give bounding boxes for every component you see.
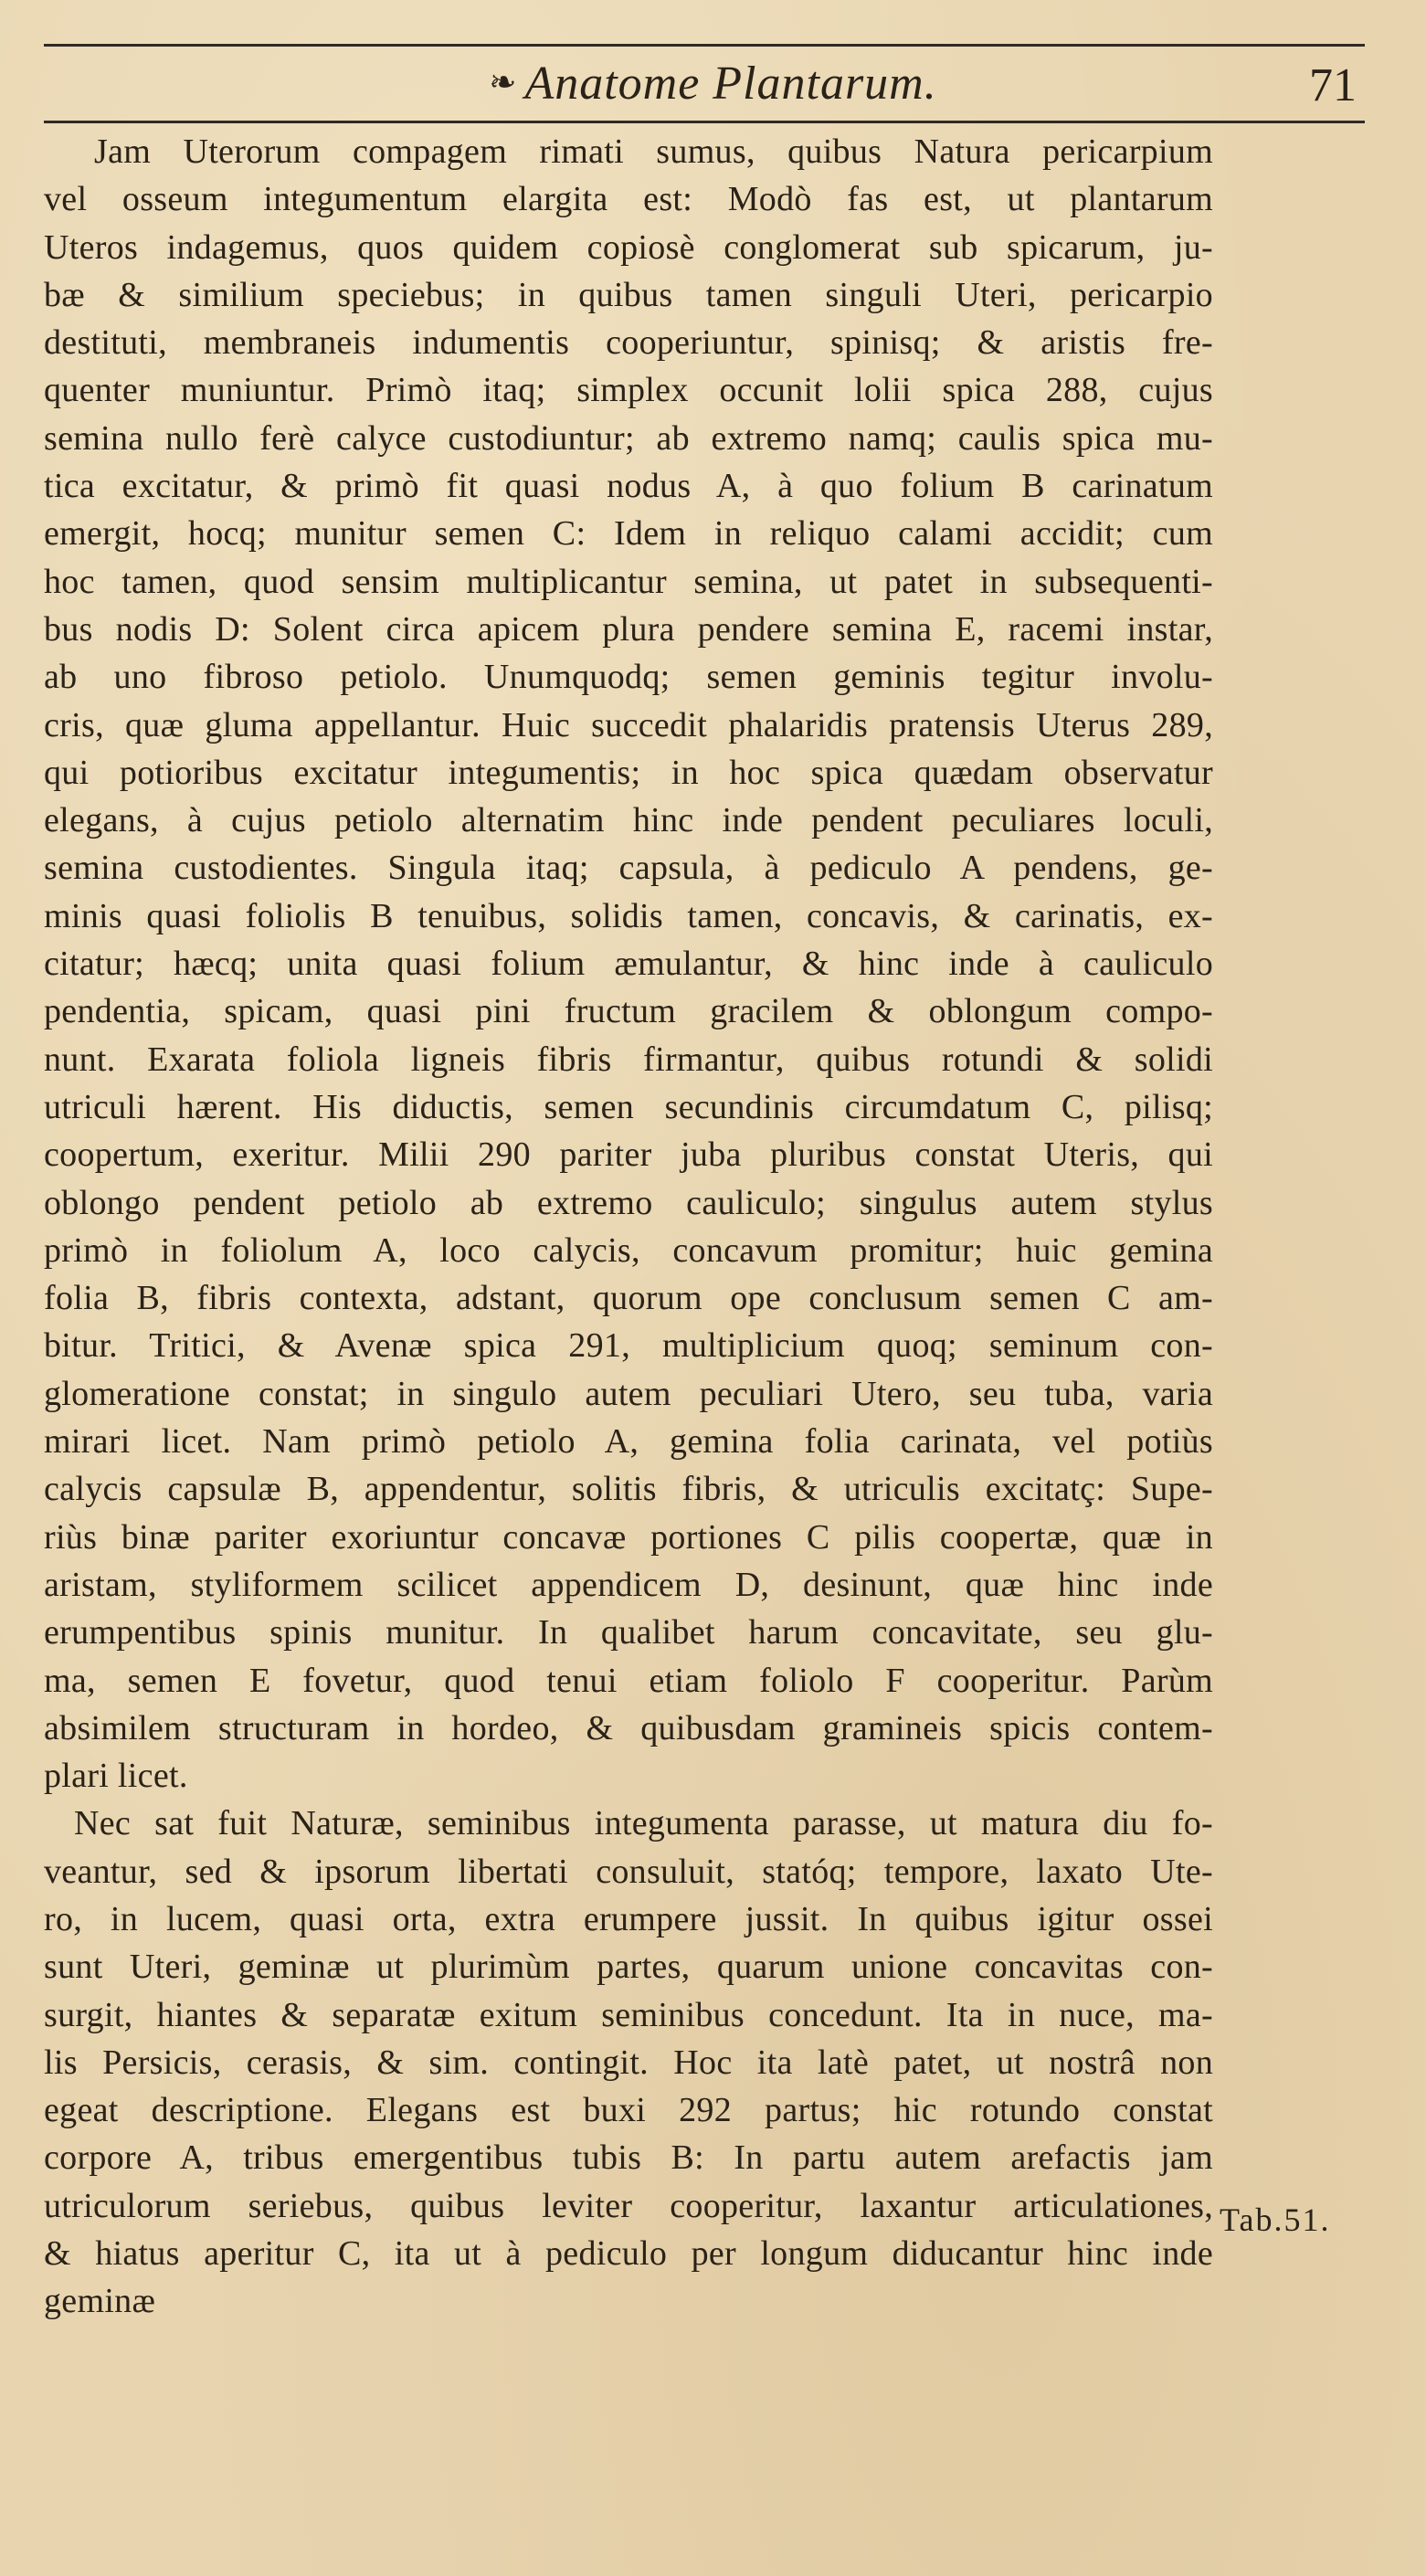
text-line: Uteros indagemus, quos quidem copiosè conglomerat sub spicarum, ju-	[44, 227, 1213, 267]
text-line: ab uno fibroso petiolo. Unumquodq; semen geminis tegitur involu-	[44, 658, 1213, 697]
text-line: nunt. Exarata foliola ligneis fibris firmantur, quibus rotundi & solidi	[44, 1040, 1213, 1079]
text-line: geminæ	[44, 2282, 156, 2321]
text-line: bus nodis D: Solent circa apicem plura pendere semina E, racemi instar,	[44, 609, 1213, 649]
text-line: egeat descriptione. Elegans est buxi 292 partus; hic rotundo constat	[44, 2091, 1213, 2130]
fleuron-ornament: ❧	[489, 64, 518, 100]
body-text	[44, 128, 1213, 2373]
text-line: elegans, à cujus petiolo alternatim hinc inde pendent peculiares loculi,	[44, 801, 1213, 840]
text-line: erumpentibus spinis munitur. In qualibet harum concavitate, seu glu-	[44, 1613, 1213, 1652]
text-line: riùs binæ pariter exoriuntur concavæ portiones C pilis coopertæ, quæ in	[44, 1517, 1213, 1557]
text-line: hoc tamen, quod sensim multiplicantur semina, ut patet in subsequenti-	[44, 562, 1213, 601]
text-line: destituti, membraneis indumentis cooperiuntur, spinisq; & aristis fre-	[44, 323, 1213, 363]
header-rule-bottom	[44, 121, 1365, 123]
text-line: sunt Uteri, geminæ ut plurimùm partes, quarum unione concavitas con-	[44, 1948, 1213, 1987]
text-line: emergit, hocq; munitur semen C: Idem in reliquo calami accidit; cum	[44, 514, 1213, 554]
text-line: semina nullo ferè calyce custodiuntur; ab extremo namq; caulis spica mu-	[44, 418, 1213, 458]
text-line: minis quasi foliolis B tenuibus, solidis tamen, concavis, & carinatis, ex-	[44, 896, 1213, 935]
running-head	[0, 53, 1426, 113]
text-line: bæ & similium speciebus; in quibus tamen singuli Uteri, pericarpio	[44, 275, 1213, 314]
text-line: qui potioribus excitatur integumentis; in hoc spica quædam observatur	[44, 753, 1213, 792]
text-line: plari licet.	[44, 1757, 188, 1796]
page-number: 71	[1309, 59, 1357, 111]
catchword	[44, 2326, 1213, 2373]
text-line: glomeratione constat; in singulo autem peculiari Utero, seu tuba, varia	[44, 1374, 1213, 1413]
text-line: utriculi hærent. His diductis, semen secundinis circumdatum C, pilisq;	[44, 1087, 1213, 1126]
text-line: tica excitatur, & primò fit quasi nodus A, à quo folium B carinatum	[44, 467, 1213, 506]
text-line: Jam Uterorum compagem rimati sumus, quibus Natura pericarpium	[94, 132, 1213, 171]
text-line: semina custodientes. Singula itaq; capsula, à pediculo A pendens, ge-	[44, 849, 1213, 888]
text-line: oblongo pendent petiolo ab extremo cauliculo; singulus autem stylus	[44, 1183, 1213, 1222]
text-line: surgit, hiantes & separatæ exitum seminibus concedunt. Ita in nuce, ma-	[44, 1995, 1213, 2034]
text-line: pendentia, spicam, quasi pini fructum gracilem & oblongum compo-	[44, 992, 1213, 1031]
text-line: ma, semen E fovetur, quod tenui etiam foliolo F cooperitur. Parùm	[44, 1661, 1213, 1700]
text-line: vel osseum integumentum elargita est: Modò fas est, ut plantarum	[44, 180, 1213, 219]
text-line: quenter muniuntur. Primò itaq; simplex occunit lolii spica 288, cujus	[44, 371, 1213, 410]
text-line: corpore A, tribus emergentibus tubis B: In partu autem arefactis jam	[44, 2138, 1213, 2178]
text-line: aristam, styliformem scilicet appendicem D, desinunt, quæ hinc inde	[44, 1565, 1213, 1604]
text-line: absimilem structuram in hordeo, & quibusdam gramineis spicis contem-	[44, 1708, 1213, 1747]
text-line: folia B, fibris contexta, adstant, quorum ope conclusum semen C am-	[44, 1279, 1213, 1318]
text-line: cris, quæ gluma appellantur. Huic succedit phalaridis pratensis Uterus 289,	[44, 705, 1213, 744]
text-line: ro, in lucem, quasi orta, extra erumpere jussit. In quibus igitur ossei	[44, 1899, 1213, 1938]
text-line: calycis capsulæ B, appendentur, solitis fibris, & utriculis excitatç: Supe-	[44, 1470, 1213, 1509]
text-line: primò in foliolum A, loco calycis, concavum promitur; huic gemina	[44, 1230, 1213, 1270]
header-rule-top	[44, 44, 1365, 47]
text-line: bitur. Tritici, & Avenæ spica 291, multiplicium quoq; seminum con-	[44, 1326, 1213, 1366]
text-line: citatur; hæcq; unita quasi folium æmulantur, & hinc inde à cauliculo	[44, 945, 1213, 984]
running-head-title: Anatome Plantarum.	[524, 58, 937, 110]
text-line: mirari licet. Nam primò petiolo A, gemina folia carinata, vel potiùs	[44, 1422, 1213, 1462]
text-line: veantur, sed & ipsorum libertati consuluit, statóq; tempore, laxato Ute-	[44, 1852, 1213, 1891]
text-line: utriculorum seriebus, quibus leviter cooperitur, laxantur articulationes,	[44, 2186, 1213, 2225]
text-line: Nec sat fuit Naturæ, seminibus integumenta parasse, ut matura diu fo-	[74, 1804, 1213, 1843]
text-line: & hiatus aperitur C, ita ut à pediculo per longum diducantur hinc inde	[44, 2234, 1213, 2274]
text-line: lis Persicis, cerasis, & sim. contingit. Hoc ita latè patet, ut nostrâ non	[44, 2043, 1213, 2082]
margin-note-plate-reference: Tab.51.	[1220, 2201, 1331, 2238]
text-line: coopertum, exeritur. Milii 290 pariter juba pluribus constat Uteris, qui	[44, 1135, 1213, 1175]
